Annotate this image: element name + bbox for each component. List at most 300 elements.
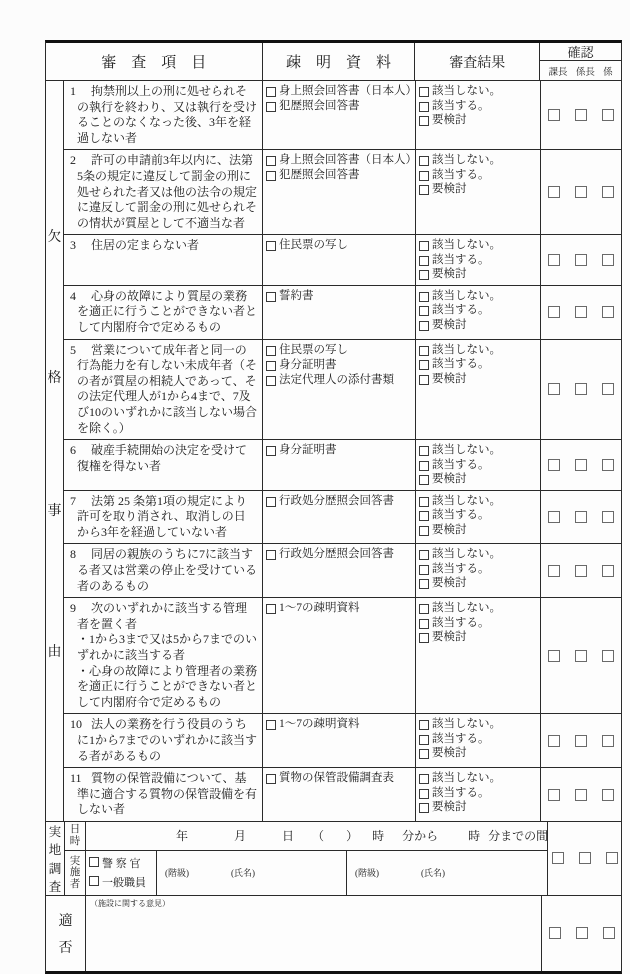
result-option-label: 該当しない。 xyxy=(432,444,501,457)
confirm-checkbox-kacho[interactable] xyxy=(552,852,564,864)
table-row xyxy=(64,286,621,340)
result-option[interactable] xyxy=(419,168,537,183)
table-row xyxy=(64,235,621,286)
result-option[interactable] xyxy=(419,547,537,562)
result-option-label: 該当する。 xyxy=(432,253,490,266)
item-number: 4 xyxy=(70,288,76,303)
confirm-checkbox-kacho[interactable] xyxy=(548,383,560,395)
staff-label-char: 実 xyxy=(69,855,81,867)
confirm-checkbox-kakari[interactable] xyxy=(602,186,614,198)
item-number: 3 xyxy=(70,238,76,253)
checkbox-icon[interactable] xyxy=(419,360,429,370)
confirm-checkbox-set xyxy=(548,565,614,577)
side-char-4: 由 xyxy=(47,644,62,660)
datetime-segment: 時 xyxy=(468,829,481,844)
checkbox-icon[interactable] xyxy=(266,171,276,181)
item-cell xyxy=(64,768,263,821)
staff-type-option[interactable] xyxy=(89,874,156,890)
checkbox-icon[interactable] xyxy=(266,361,276,371)
rank-label-1: (階級) xyxy=(165,868,189,879)
checkbox-icon[interactable] xyxy=(419,774,429,784)
confirm-cell xyxy=(541,81,621,149)
confirm-checkbox-kacho[interactable] xyxy=(549,927,561,939)
evidence-cell xyxy=(263,286,416,339)
item-text-line: 営業について成年者と同一の行為能力を有しない未成年者（その者が質屋の相続人であって、その法定代理人が1から4まで、7及び10のいずれかに該当しない場合を除く。） xyxy=(77,342,258,435)
result-option-label: 該当する。 xyxy=(432,99,490,112)
result-options xyxy=(419,343,537,387)
checkbox-icon[interactable] xyxy=(266,720,276,730)
checkbox-icon[interactable] xyxy=(266,102,276,112)
side-char-1: 欠 xyxy=(47,230,62,246)
item-cell xyxy=(64,81,263,149)
result-cell xyxy=(416,491,541,544)
datetime-segment: 年 xyxy=(176,829,189,844)
result-option[interactable] xyxy=(419,267,537,282)
item-text xyxy=(77,289,257,336)
item-text-line: ・1から3まで又は5から7までのいずれかに該当する者 xyxy=(77,632,258,663)
item-number: 11 xyxy=(70,771,82,786)
field-survey-label-char: 調 xyxy=(48,861,62,876)
item-text-line: 法人の業務を行う役員のうちに1から7までのいずれかに該当する者があるもの xyxy=(77,717,258,763)
checkbox-icon[interactable] xyxy=(419,375,429,385)
items-body xyxy=(64,81,621,821)
result-option[interactable] xyxy=(419,576,537,591)
checkbox-icon[interactable] xyxy=(419,87,429,97)
evidence-option[interactable] xyxy=(266,238,412,253)
confirm-checkbox-set xyxy=(548,459,614,471)
result-cell xyxy=(416,235,541,285)
result-option[interactable] xyxy=(419,616,537,631)
evidence-option[interactable] xyxy=(266,99,412,114)
checkbox-icon[interactable] xyxy=(419,292,429,302)
result-option[interactable] xyxy=(419,182,537,197)
confirm-checkbox-kacho[interactable] xyxy=(548,511,560,523)
result-option[interactable] xyxy=(419,523,537,538)
staff-label xyxy=(65,851,86,895)
result-option-label: 該当する。 xyxy=(432,616,490,629)
result-option[interactable] xyxy=(419,800,537,815)
result-cell xyxy=(416,598,541,713)
item-cell xyxy=(64,714,263,767)
evidence-cell xyxy=(263,491,416,544)
confirm-checkbox-set xyxy=(548,306,614,318)
confirm-checkbox-kacho[interactable] xyxy=(548,789,560,801)
evidence-option-label: 身分証明書 xyxy=(279,444,337,457)
confirm-cell xyxy=(541,150,621,234)
checkbox-icon[interactable] xyxy=(419,604,429,614)
confirm-checkbox-kakaricho[interactable] xyxy=(575,511,587,523)
checkbox-icon[interactable] xyxy=(419,749,429,759)
result-option[interactable] xyxy=(419,372,537,387)
evidence-cell xyxy=(263,544,416,597)
evidence-cell xyxy=(263,768,416,821)
table-row xyxy=(64,544,621,598)
evidence-option[interactable] xyxy=(266,84,417,99)
result-cell xyxy=(416,714,541,767)
evidence-option[interactable] xyxy=(266,771,412,786)
evidence-option[interactable] xyxy=(266,601,412,616)
header-confirm-title: 確認 xyxy=(540,43,621,61)
evidence-option-label: 犯歴照会回答書 xyxy=(279,100,360,112)
evidence-option-label: 住民票の写し xyxy=(279,343,348,356)
checkbox-icon[interactable] xyxy=(419,720,429,730)
checkbox-icon[interactable] xyxy=(419,321,429,331)
suitability-char-1: 適 xyxy=(58,913,73,929)
checkbox-icon[interactable] xyxy=(266,241,276,251)
result-cell xyxy=(416,440,541,490)
datetime-line xyxy=(86,827,548,844)
item-number: 9 xyxy=(70,601,76,616)
disqualification-side-label xyxy=(46,81,64,821)
item-number: 6 xyxy=(70,443,76,458)
name-label-2: (氏名) xyxy=(421,868,445,879)
table-row xyxy=(64,491,621,545)
item-text-line: 許可の申請前3年以内に、法第5条の規定に違反して罰金の刑に処せられた者又は他の法令の規定に違反して罰金の刑に処せられその情状が質屋として不適当な者 xyxy=(77,153,258,230)
item-cell xyxy=(64,286,263,339)
evidence-list xyxy=(266,84,417,114)
confirm-checkbox-set xyxy=(548,511,614,523)
result-option[interactable] xyxy=(419,318,537,333)
confirm-checkbox-kakaricho[interactable] xyxy=(575,735,587,747)
evidence-option-label: 犯歴照会回答書 xyxy=(279,169,360,182)
evidence-cell xyxy=(263,150,416,234)
evidence-option-label: 誓約書 xyxy=(279,289,314,302)
result-option[interactable] xyxy=(419,357,537,372)
evidence-cell xyxy=(263,340,416,440)
checkbox-icon[interactable] xyxy=(419,156,429,166)
checkbox-icon[interactable] xyxy=(419,619,429,629)
confirm-checkbox-kakari[interactable] xyxy=(602,789,614,801)
result-option[interactable] xyxy=(419,238,537,253)
checkbox-icon[interactable] xyxy=(266,376,276,386)
staff-label-char: 施 xyxy=(69,867,81,879)
result-options xyxy=(419,84,537,128)
checkbox-icon[interactable] xyxy=(419,446,429,456)
result-cell xyxy=(416,81,541,149)
checkbox-icon[interactable] xyxy=(89,876,99,886)
checkbox-icon[interactable] xyxy=(419,306,429,316)
checkbox-icon[interactable] xyxy=(419,346,429,356)
checkbox-icon[interactable] xyxy=(266,497,276,507)
confirm-checkbox-kakari[interactable] xyxy=(602,650,614,662)
confirm-checkbox-set xyxy=(552,852,618,864)
checkbox-icon[interactable] xyxy=(419,171,429,181)
evidence-list xyxy=(266,238,412,253)
evidence-option[interactable] xyxy=(266,443,412,458)
confirm-cell xyxy=(541,440,621,490)
result-option[interactable] xyxy=(419,746,537,761)
result-option-label: 該当しない。 xyxy=(432,602,501,615)
result-option-label: 要検討 xyxy=(432,631,467,644)
result-option[interactable] xyxy=(419,458,537,473)
checkbox-icon[interactable] xyxy=(419,526,429,536)
confirm-checkbox-kacho[interactable] xyxy=(548,735,560,747)
checkbox-icon[interactable] xyxy=(419,633,429,643)
field-survey-label-char: 実 xyxy=(48,825,62,840)
datetime-label-char: 日 xyxy=(69,824,81,836)
checkbox-icon[interactable] xyxy=(419,116,429,126)
result-option[interactable] xyxy=(419,84,537,99)
checkbox-icon[interactable] xyxy=(419,241,429,251)
evidence-cell xyxy=(263,440,416,490)
suitability-confirm-cell xyxy=(541,896,621,971)
result-option[interactable] xyxy=(419,732,537,747)
header-evidence: 疎 明 資 料 xyxy=(263,43,416,80)
result-options xyxy=(419,717,537,761)
datetime-fields[interactable] xyxy=(86,822,548,850)
suitability-note: （施設に関する意見） xyxy=(90,898,170,908)
result-option-label: 該当しない。 xyxy=(432,772,501,785)
evidence-option-label: 法定代理人の添付書類 xyxy=(279,373,394,386)
checkbox-icon[interactable] xyxy=(419,475,429,485)
evidence-option[interactable] xyxy=(266,494,412,509)
evidence-option-label: 身上照会回答書（日本人） xyxy=(279,85,417,97)
confirm-checkbox-kakari[interactable] xyxy=(602,383,614,395)
confirm-checkbox-kacho[interactable] xyxy=(548,186,560,198)
result-option-label: 要検討 xyxy=(432,577,467,590)
checkbox-icon[interactable] xyxy=(419,565,429,575)
confirm-checkbox-kakaricho[interactable] xyxy=(575,789,587,801)
checkbox-icon[interactable] xyxy=(419,735,429,745)
confirm-checkbox-kakaricho[interactable] xyxy=(576,927,588,939)
item-cell xyxy=(64,491,263,544)
result-cell xyxy=(416,150,541,234)
evidence-option[interactable] xyxy=(266,547,412,562)
result-option-label: 要検討 xyxy=(432,473,467,486)
staff-fields xyxy=(86,851,548,895)
field-survey-label-char: 地 xyxy=(48,843,62,858)
checkbox-icon[interactable] xyxy=(419,270,429,280)
evidence-cell xyxy=(263,81,416,149)
result-option-label: 該当する。 xyxy=(432,562,490,575)
checkbox-icon[interactable] xyxy=(419,102,429,112)
item-text xyxy=(77,343,257,437)
result-option[interactable] xyxy=(419,786,537,801)
checkbox-icon[interactable] xyxy=(266,550,276,560)
confirm-checkbox-kakaricho[interactable] xyxy=(575,306,587,318)
confirm-checkbox-kakari[interactable] xyxy=(602,254,614,266)
field-survey-confirm-cell xyxy=(547,822,621,895)
checkbox-icon[interactable] xyxy=(419,497,429,507)
checkbox-icon[interactable] xyxy=(419,256,429,266)
confirm-checkbox-kacho[interactable] xyxy=(548,565,560,577)
confirm-checkbox-kakari[interactable] xyxy=(602,459,614,471)
result-option-label: 要検討 xyxy=(432,372,467,385)
checkbox-icon[interactable] xyxy=(419,185,429,195)
table-row xyxy=(64,150,621,235)
confirm-checkbox-kakari[interactable] xyxy=(602,511,614,523)
checkbox-icon[interactable] xyxy=(266,87,276,97)
evidence-list xyxy=(266,289,412,304)
checkbox-icon[interactable] xyxy=(266,774,276,784)
result-option[interactable] xyxy=(419,303,537,318)
staff-type-option[interactable] xyxy=(89,855,156,871)
result-option-label: 要検討 xyxy=(432,523,467,536)
evidence-option[interactable] xyxy=(266,168,412,183)
confirm-checkbox-kacho[interactable] xyxy=(548,254,560,266)
result-option-label: 要検討 xyxy=(432,801,467,814)
result-option-label: 該当しない。 xyxy=(432,85,501,97)
confirm-checkbox-set xyxy=(548,789,614,801)
item-text xyxy=(77,601,257,710)
result-option[interactable] xyxy=(419,113,537,128)
result-options xyxy=(419,494,537,538)
confirm-checkbox-kakaricho[interactable] xyxy=(575,459,587,471)
result-option-label: 該当しない。 xyxy=(432,154,501,167)
confirm-checkbox-kakaricho[interactable] xyxy=(575,254,587,266)
confirm-checkbox-kakari[interactable] xyxy=(602,109,614,121)
evidence-option-label: 1～7の疎明資料 xyxy=(279,718,360,731)
staff-type-option-label: 一般職員 xyxy=(102,877,146,890)
item-text-line: 住居の定まらない者 xyxy=(91,238,200,253)
result-option[interactable] xyxy=(419,562,537,577)
confirm-checkbox-kakari[interactable] xyxy=(602,735,614,747)
result-option[interactable] xyxy=(419,253,537,268)
checkbox-icon[interactable] xyxy=(419,579,429,589)
evidence-option[interactable] xyxy=(266,373,412,388)
result-option-label: 要検討 xyxy=(432,318,467,331)
item-cell xyxy=(64,544,263,597)
confirm-checkbox-kakaricho[interactable] xyxy=(575,109,587,121)
confirm-checkbox-kakaricho[interactable] xyxy=(575,383,587,395)
evidence-option[interactable] xyxy=(266,717,412,732)
result-option-label: 該当しない。 xyxy=(432,494,501,507)
result-option[interactable] xyxy=(419,153,537,168)
result-option[interactable] xyxy=(419,443,537,458)
result-options xyxy=(419,547,537,591)
datetime-segment: （ xyxy=(312,829,325,844)
result-option-label: 該当する。 xyxy=(432,458,490,471)
item-cell xyxy=(64,440,263,490)
confirm-checkbox-kakaricho[interactable] xyxy=(575,565,587,577)
confirm-checkbox-kacho[interactable] xyxy=(548,459,560,471)
confirm-checkbox-kacho[interactable] xyxy=(548,306,560,318)
checkbox-icon[interactable] xyxy=(266,156,276,166)
confirm-cell xyxy=(541,235,621,285)
result-option[interactable] xyxy=(419,343,537,358)
result-cell xyxy=(416,768,541,821)
item-text-line: 破産手続開始の決定を受けて復権を得ない者 xyxy=(77,443,248,473)
evidence-list xyxy=(266,443,412,458)
item-text xyxy=(77,443,257,474)
confirm-checkbox-set xyxy=(548,735,614,747)
evidence-option-label: 質物の保管設備調査表 xyxy=(279,772,394,785)
result-option-label: 該当する。 xyxy=(432,168,490,181)
datetime-segment: ） xyxy=(346,829,359,844)
checkbox-icon[interactable] xyxy=(89,857,99,867)
evidence-option-label: 住民票の写し xyxy=(279,239,348,252)
staff-type-options xyxy=(86,851,157,895)
confirm-checkbox-kacho[interactable] xyxy=(548,109,560,121)
result-option[interactable] xyxy=(419,717,537,732)
item-text-line: 拘禁刑以上の刑に処せられその執行を終わり、又は執行を受けることのなくなった後、3年を経過しない者 xyxy=(77,84,258,145)
evidence-cell xyxy=(263,598,416,713)
result-option[interactable] xyxy=(419,601,537,616)
result-option-label: 要検討 xyxy=(432,114,467,126)
evidence-option-label: 身分証明書 xyxy=(279,358,337,371)
table-row xyxy=(64,714,621,768)
item-text xyxy=(77,84,257,146)
confirm-checkbox-kakaricho[interactable] xyxy=(579,852,591,864)
item-number: 5 xyxy=(70,342,76,357)
item-text xyxy=(77,547,257,594)
item-text xyxy=(77,771,257,818)
result-option-label: 該当する。 xyxy=(432,304,490,317)
confirm-checkbox-kakari[interactable] xyxy=(602,565,614,577)
evidence-cell xyxy=(263,235,416,285)
field-survey-label-char: 査 xyxy=(48,879,62,894)
checkbox-icon[interactable] xyxy=(419,511,429,521)
result-options xyxy=(419,443,537,487)
result-option[interactable] xyxy=(419,630,537,645)
table-row xyxy=(64,768,621,821)
confirm-checkbox-kakari[interactable] xyxy=(602,306,614,318)
result-options xyxy=(419,153,537,197)
confirm-checkbox-kakari[interactable] xyxy=(606,852,618,864)
result-option[interactable] xyxy=(419,472,537,487)
item-cell xyxy=(64,235,263,285)
side-char-3: 事 xyxy=(47,504,62,520)
checkbox-icon[interactable] xyxy=(266,346,276,356)
checkbox-icon[interactable] xyxy=(266,292,276,302)
evidence-option[interactable] xyxy=(266,289,412,304)
confirm-checkbox-kakari[interactable] xyxy=(603,927,615,939)
checkbox-icon[interactable] xyxy=(266,446,276,456)
result-option-label: 該当しない。 xyxy=(432,239,501,252)
header-exam-items: 審 査 項 目 xyxy=(46,43,263,80)
result-option-label: 該当しない。 xyxy=(432,289,501,302)
checkbox-icon[interactable] xyxy=(419,461,429,471)
result-option-label: 要検討 xyxy=(432,183,467,196)
item-number: 8 xyxy=(70,547,76,562)
checkbox-icon[interactable] xyxy=(419,550,429,560)
confirm-checkbox-kakaricho[interactable] xyxy=(575,186,587,198)
item-text xyxy=(77,153,257,231)
checkbox-icon[interactable] xyxy=(266,604,276,614)
item-text-line: 質物の保管設備について、基準に適合する質物の保管設備を有しない者 xyxy=(77,771,258,817)
result-option-label: 要検討 xyxy=(432,747,467,760)
suitability-comment-area[interactable] xyxy=(86,896,541,971)
confirm-checkbox-kakaricho[interactable] xyxy=(575,650,587,662)
header-role-kacho: 課長 xyxy=(548,67,568,78)
result-option[interactable] xyxy=(419,508,537,523)
item-text-line: 同居の親族のうちに7に該当する者又は営業の停止を受けている者のあるもの xyxy=(77,547,258,593)
result-option[interactable] xyxy=(419,99,537,114)
evidence-list xyxy=(266,153,417,183)
suitability-char-2: 否 xyxy=(58,941,73,957)
confirm-checkbox-set xyxy=(548,254,614,266)
confirm-cell xyxy=(541,491,621,544)
confirm-checkbox-set xyxy=(548,186,614,198)
checkbox-icon[interactable] xyxy=(419,789,429,799)
evidence-option[interactable] xyxy=(266,343,412,358)
evidence-option[interactable] xyxy=(266,153,417,168)
staff-entry-2[interactable] xyxy=(347,851,537,895)
result-option[interactable] xyxy=(419,494,537,509)
confirm-checkbox-kacho[interactable] xyxy=(548,650,560,662)
table-row xyxy=(64,81,621,150)
staff-label-char: 者 xyxy=(69,878,81,890)
staff-entry-1[interactable] xyxy=(157,851,347,895)
confirm-checkbox-set xyxy=(548,109,614,121)
checkbox-icon[interactable] xyxy=(419,803,429,813)
item-text-line: 心身の故障により質屋の業務を適正に行うことができない者として内閣府令で定めるもの xyxy=(77,288,258,335)
result-option-label: 該当する。 xyxy=(432,732,490,745)
side-char-2: 格 xyxy=(47,370,62,386)
result-option[interactable] xyxy=(419,289,537,304)
evidence-option[interactable] xyxy=(266,358,412,373)
result-option[interactable] xyxy=(419,771,537,786)
